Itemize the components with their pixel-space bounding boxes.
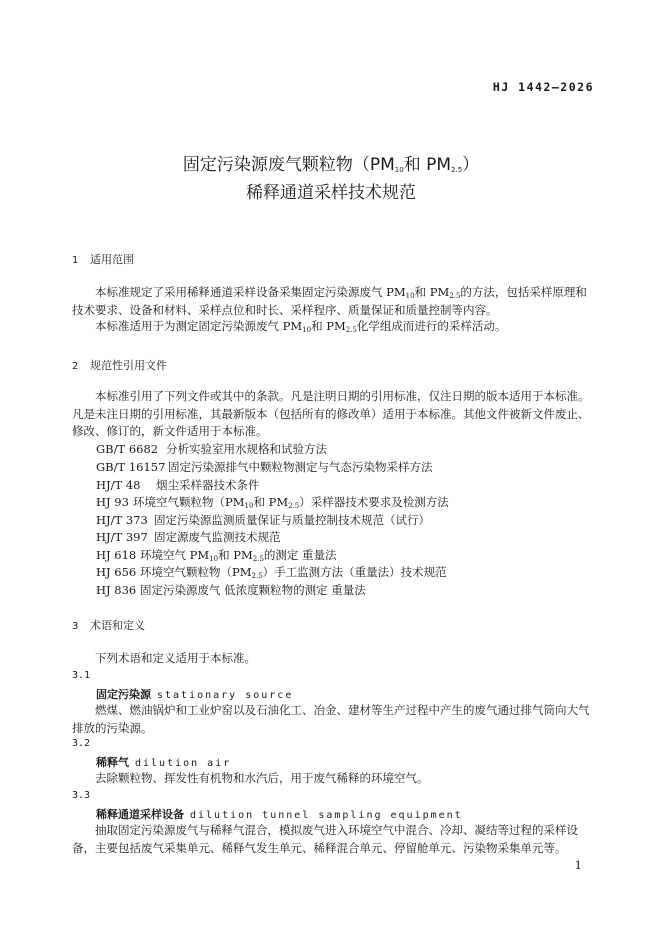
term-heading: 稀释气 dilution air — [96, 756, 232, 769]
term-definition: 燃煤、燃油锅炉和工业炉窑以及石油化工、冶金、建材等生产过程中产生的废气通过排气筒向大气排放的污染源。 — [72, 703, 590, 735]
section-1-para-1: 本标准规定了采用稀释通道采样设备采集固定污染源废气 $PM_{10}$和 $PM_{2.5}$的方法，包括采样原理和技术要求、设备和材料、采样点位和时长、采样程序、质量保证和质量控制等内容。 — [72, 285, 587, 317]
reference-item: HJ 618 环境空气 $PM_{10}$和 $PM_{2.5}$的测定 重量法 — [96, 548, 337, 563]
clause-number: 3.3 — [72, 790, 91, 801]
page-number: 1 — [574, 858, 582, 872]
reference-item: HJ/T 373 固定污染源监测质量保证与质量控制技术规范（试行） — [96, 513, 430, 527]
clause-number: 3.2 — [72, 738, 91, 749]
section-1-heading: 1 适用范围 — [72, 253, 134, 266]
term-definition: 抽取固定污染源废气与稀释气混合，模拟废气进入环境空气中混合、冷却、凝结等过程的采样设备，主要包括废气采集单元、稀释气发生单元、稀释混合单元、停留舱单元、污染物采集单元等。 — [72, 823, 578, 855]
section-1-para-2: 本标准适用于为测定固定污染源废气 $PM_{10}$和 $PM_{2.5}$化学组成而进行的采样活动。 — [95, 319, 507, 334]
term-heading: 稀释通道采样设备 dilution tunnel sampling equipment — [96, 808, 463, 821]
section-3-intro: 下列术语和定义适用于本标准。 — [95, 651, 256, 665]
reference-item: GB/T 16157 固定污染源排气中颗粒物测定与气态污染物采样方法 — [96, 460, 433, 474]
clause-number: 3.1 — [72, 670, 91, 681]
standard-number: HJ 1442—2026 — [492, 80, 594, 94]
reference-item: HJ 656 环境空气颗粒物$(PM_{2.5})$手工监测方法（重量法）技术规范 — [96, 565, 447, 580]
section-2-heading: 2 规范性引用文件 — [72, 359, 167, 372]
reference-item: HJ/T 397 固定源废气监测技术规范 — [96, 530, 281, 544]
reference-item: HJ 93 环境空气颗粒物（$PM_{10}$和 $PM_{2.5}$）采样器技术要求及检测方法 — [96, 495, 449, 510]
term-definition: 去除颗粒物、挥发性有机物和水汽后，用于废气稀释的环境空气。 — [95, 771, 429, 785]
reference-item: HJ/T 48 烟尘采样器技术条件 — [96, 478, 260, 492]
term-heading: 固定污染源 stationary source — [96, 688, 294, 701]
section-2-intro: 本标准引用了下列文件或其中的条款。凡是注明日期的引用标准，仅注日期的版本适用于本标准。凡是未注日期的引用标准，其最新版本（包括所有的修改单）适用于本标准。其他文件被新文件废止、修改、修订的，新文件适用于本标准。 — [72, 389, 590, 438]
title-line-2: 稀释通道采样技术规范 — [246, 183, 416, 203]
section-3-heading: 3 术语和定义 — [72, 619, 145, 632]
reference-item: GB/T 6682 分析实验室用水规格和试验方法 — [96, 442, 327, 456]
reference-item: HJ 836 固定污染源废气 低浓度颗粒物的测定 重量法 — [96, 583, 366, 597]
title-line-1: 固定污染源废气颗粒物（$PM_{10}$和 $PM_{2.5}$） — [182, 155, 480, 175]
